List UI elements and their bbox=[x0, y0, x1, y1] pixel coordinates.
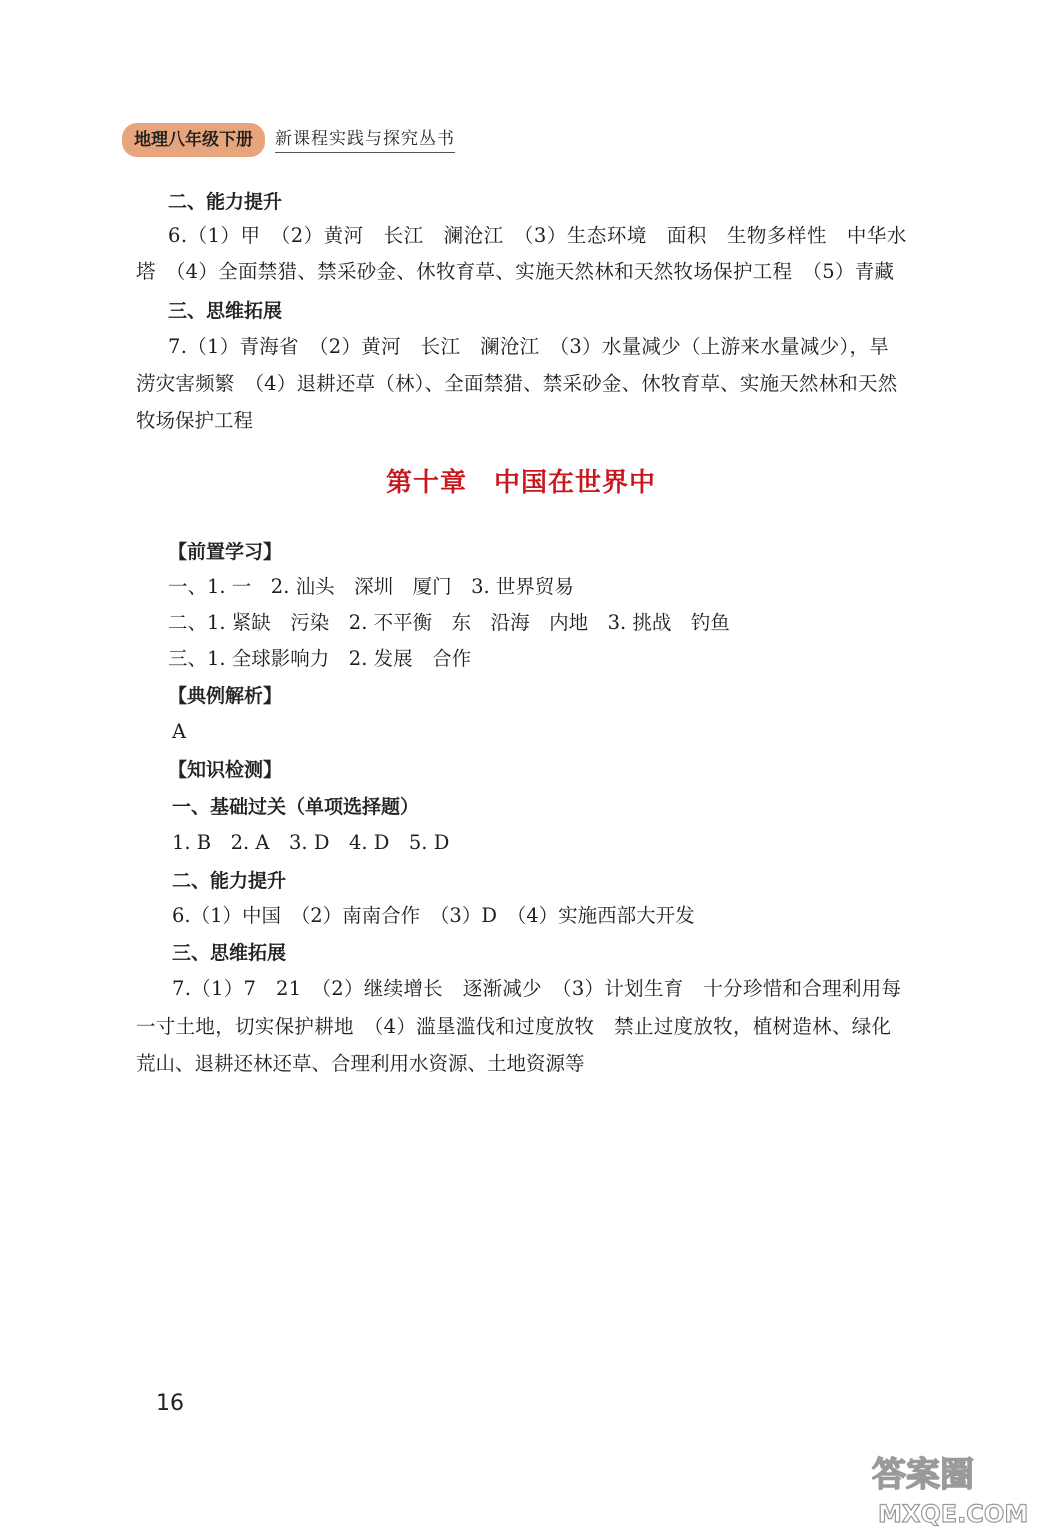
answer-line: 一、1. 一 2. 汕头 深圳 厦门 3. 世界贸易 bbox=[168, 575, 574, 598]
page-number: 16 bbox=[156, 1391, 184, 1416]
section-heading-basic: 一、基础过关（单项选择题） bbox=[172, 796, 420, 818]
answer-line: 7.（1）青海省 （2）黄河 长江 澜沧江 （3）水量减少（上游来水量减少），旱 bbox=[168, 335, 890, 358]
answer-line: 6.（1）中国 （2）南南合作 （3）D （4）实施西部大开发 bbox=[172, 904, 695, 927]
section-heading-ability: 二、能力提升 bbox=[168, 191, 283, 213]
answer-line: 塔 （4）全面禁猎、禁采砂金、休牧育草、实施天然林和天然牧场保护工程 （5）青藏 bbox=[136, 260, 895, 283]
answer-line: 6.（1）甲 （2）黄河 长江 澜沧江 （3）生态环境 面积 生物多样性 中华水 bbox=[168, 224, 907, 247]
series-title: 新课程实践与探究丛书 bbox=[275, 128, 455, 153]
subject-badge: 地理八年级下册 bbox=[122, 123, 265, 157]
answer-line: 7.（1）7 21 （2）继续增长 逐渐减少 （3）计划生育 十分珍惜和合理利用每 bbox=[172, 977, 902, 1000]
answer-line: 二、1. 紧缺 污染 2. 不平衡 东 沿海 内地 3. 挑战 钓鱼 bbox=[168, 611, 730, 634]
section-heading-thinking: 三、思维拓展 bbox=[172, 942, 287, 964]
section-heading-thinking: 三、思维拓展 bbox=[168, 300, 283, 322]
watermark-url: MXQE.COM bbox=[878, 1500, 1028, 1528]
answer-line: 涝灾害频繁 （4）退耕还草（林）、全面禁猎、禁采砂金、休牧育草、实施天然林和天然 bbox=[136, 372, 898, 395]
answer-line: 1. B 2. A 3. D 4. D 5. D bbox=[172, 831, 450, 854]
section-heading-ability: 二、能力提升 bbox=[172, 870, 287, 892]
section-heading-test: 【知识检测】 bbox=[168, 759, 283, 781]
watermark-text: 答案圈 bbox=[872, 1455, 974, 1495]
section-heading-pre-study: 【前置学习】 bbox=[168, 541, 283, 563]
answer-line: 荒山、退耕还林还草、合理利用水资源、土地资源等 bbox=[136, 1052, 585, 1075]
answer-line: 三、1. 全球影响力 2. 发展 合作 bbox=[168, 647, 472, 670]
answer-line: 牧场保护工程 bbox=[136, 409, 254, 432]
chapter-title: 第十章 中国在世界中 bbox=[385, 468, 656, 498]
answer-line: A bbox=[172, 720, 187, 743]
section-heading-example: 【典例解析】 bbox=[168, 685, 283, 707]
running-header bbox=[122, 123, 455, 157]
answer-line: 一寸土地，切实保护耕地 （4）滥垦滥伐和过度放牧 禁止过度放牧，植树造林、绿化 bbox=[136, 1015, 892, 1038]
watermark-logo bbox=[868, 1448, 1028, 1528]
